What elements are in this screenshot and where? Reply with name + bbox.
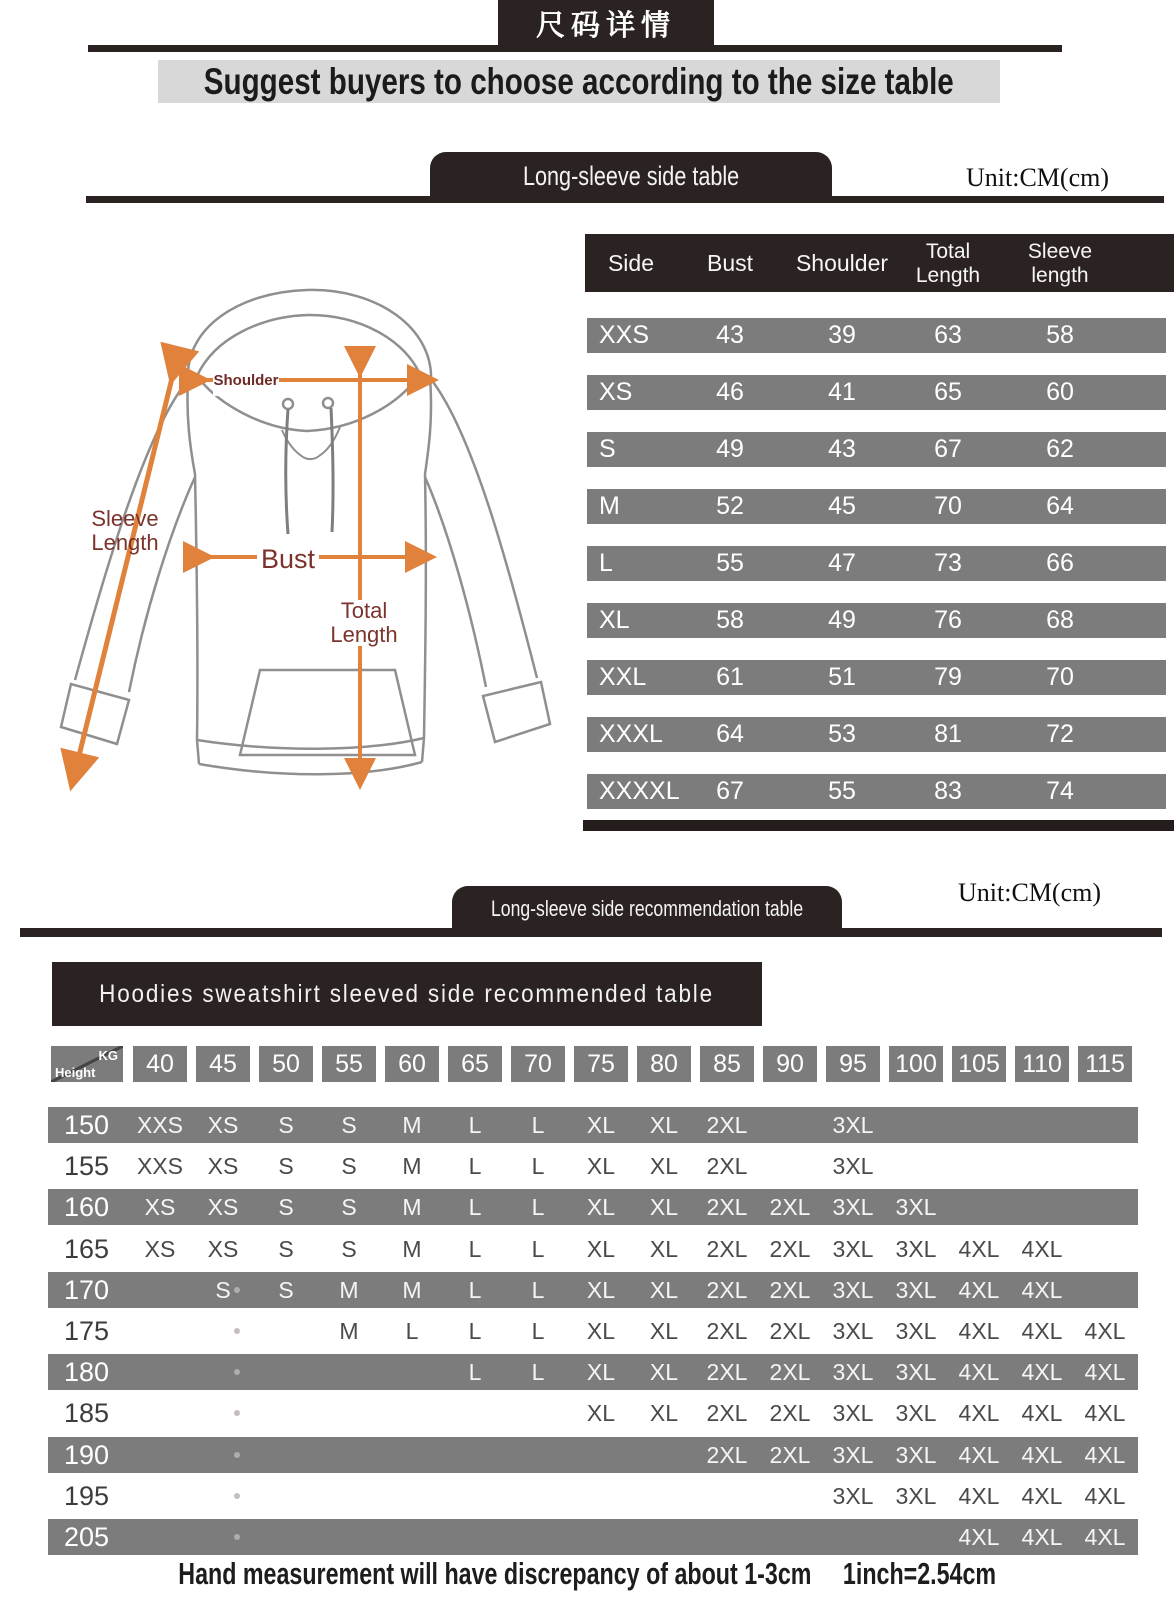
size-row-XL <box>587 603 1166 638</box>
rec-height-label: 180 <box>64 1356 110 1387</box>
size-cell: 43 <box>828 435 856 463</box>
size-label: XXL <box>599 663 647 691</box>
rec-cell: XS <box>207 1152 239 1179</box>
rec-cell: XS <box>207 1111 239 1138</box>
rec-cell: 4XL <box>1021 1358 1063 1385</box>
size-label: XXXL <box>599 720 663 748</box>
rec-cell: XS <box>144 1235 176 1262</box>
speck-dot <box>234 1410 240 1416</box>
rec-cell: 3XL <box>895 1317 937 1344</box>
rec-cell: S <box>341 1111 357 1138</box>
rec-cell: 4XL <box>958 1317 1000 1344</box>
rec-cell: L <box>468 1111 482 1138</box>
rec-cell: 3XL <box>832 1482 874 1509</box>
rec-cell: 2XL <box>769 1317 811 1344</box>
size-cell: 70 <box>1046 663 1074 691</box>
rec-cell: 3XL <box>832 1193 874 1220</box>
recommendation-tab-label: Long-sleeve side recommendation table <box>490 896 804 921</box>
rec-cell: L <box>468 1317 482 1344</box>
page-title-cn: 尺码详情 <box>535 9 676 42</box>
rec-height-label: 190 <box>64 1439 110 1470</box>
size-cell: 58 <box>716 606 744 634</box>
size-cell: 46 <box>716 378 744 406</box>
size-cell: 51 <box>828 663 856 691</box>
rec-cell: 4XL <box>1084 1523 1126 1550</box>
rec-cell: 4XL <box>958 1482 1000 1509</box>
rec-cell: M <box>339 1276 359 1303</box>
rec-height-label: 170 <box>64 1274 110 1305</box>
size-row-XXL <box>587 660 1166 695</box>
rec-cell: L <box>468 1235 482 1262</box>
height-kg-corner-cell <box>51 1046 123 1082</box>
size-table-tab-label: Long-sleeve side table <box>522 160 740 191</box>
size-label: L <box>599 549 613 577</box>
rec-cell: M <box>402 1235 422 1262</box>
size-cell: 67 <box>716 777 744 805</box>
rec-cell: L <box>405 1317 419 1344</box>
size-row-XXS <box>587 318 1166 353</box>
weight-col-header: 65 <box>448 1046 502 1082</box>
rec-cell: XL <box>649 1235 679 1262</box>
rec-cell: S <box>278 1152 294 1179</box>
rec-cell: XL <box>586 1152 616 1179</box>
rec-cell: M <box>402 1111 422 1138</box>
rec-cell: 3XL <box>895 1441 937 1468</box>
rec-cell: M <box>402 1276 422 1303</box>
size-row-L <box>587 546 1166 581</box>
rec-cell: 3XL <box>832 1152 874 1179</box>
rec-cell: L <box>531 1276 545 1303</box>
size-col-header: Side <box>607 250 655 276</box>
rec-cell: 2XL <box>706 1399 748 1426</box>
speck-dot <box>234 1287 240 1293</box>
divider-line-size-table <box>86 196 1164 203</box>
sleeve-length-label-line1: Sleeve <box>91 506 159 531</box>
size-label: XXXXL <box>599 777 680 805</box>
weight-col-header: 45 <box>196 1046 250 1082</box>
size-cell: 49 <box>828 606 856 634</box>
rec-cell: XL <box>649 1358 679 1385</box>
size-cell: 61 <box>716 663 744 691</box>
size-row-XS <box>587 375 1166 410</box>
rec-height-label: 205 <box>64 1521 110 1552</box>
rec-cell: 4XL <box>1021 1482 1063 1509</box>
size-label: XL <box>599 606 630 634</box>
weight-col-header: 50 <box>259 1046 313 1082</box>
rec-cell: 2XL <box>706 1111 748 1138</box>
rec-cell: 2XL <box>769 1441 811 1468</box>
rec-cell: XL <box>586 1276 616 1303</box>
rec-height-label: 150 <box>64 1109 110 1140</box>
size-cell: 52 <box>716 492 744 520</box>
rec-height-label: 160 <box>64 1191 110 1222</box>
size-label: S <box>599 435 616 463</box>
rec-cell: 2XL <box>706 1441 748 1468</box>
size-cell: 41 <box>828 378 856 406</box>
rec-cell: XL <box>586 1358 616 1385</box>
weight-col-header: 85 <box>700 1046 754 1082</box>
size-label: XXS <box>599 321 650 349</box>
rec-cell: 2XL <box>706 1276 748 1303</box>
rec-cell: S <box>278 1235 294 1262</box>
page-title-box <box>498 0 714 46</box>
rec-cell: S <box>278 1111 294 1138</box>
size-table-header <box>585 234 1174 292</box>
weight-col-header: 105 <box>952 1046 1006 1082</box>
recommendation-title: Hoodies sweatshirt sleeved side recommended table <box>99 979 715 1008</box>
rec-height-label: 185 <box>64 1397 110 1428</box>
rec-cell: 4XL <box>958 1523 1000 1550</box>
weight-col-header: 75 <box>574 1046 628 1082</box>
rec-cell: L <box>531 1152 545 1179</box>
rec-cell: XL <box>649 1317 679 1344</box>
rec-cell: 2XL <box>706 1317 748 1344</box>
size-cell: 66 <box>1046 549 1074 577</box>
footer-note <box>0 1556 1174 1592</box>
size-row-M <box>587 489 1166 524</box>
rec-cell: L <box>468 1276 482 1303</box>
rec-cell: XL <box>586 1399 616 1426</box>
rec-cell: 3XL <box>832 1111 874 1138</box>
weight-col-header: 70 <box>511 1046 565 1082</box>
rec-cell: 4XL <box>1021 1399 1063 1426</box>
rec-cell: XL <box>649 1276 679 1303</box>
rec-cell: 4XL <box>1021 1523 1063 1550</box>
size-col-header: Shoulder <box>795 250 889 276</box>
speck-dot <box>234 1369 240 1375</box>
size-cell: 65 <box>934 378 962 406</box>
footer-note-text: Hand measurement will have discrepancy of about 1-3cm <box>178 1556 812 1591</box>
rec-cell: 3XL <box>832 1235 874 1262</box>
footer-conversion-text: 1inch=2.54cm <box>842 1556 996 1591</box>
rec-cell: 3XL <box>832 1276 874 1303</box>
total-length-label-line1: Total <box>340 598 388 623</box>
rec-cell: XL <box>586 1317 616 1344</box>
size-cell: 76 <box>934 606 962 634</box>
rec-cell: L <box>531 1111 545 1138</box>
rec-cell: 2XL <box>706 1152 748 1179</box>
rec-height-label: 195 <box>64 1480 110 1511</box>
hoodie-diagram <box>45 282 565 807</box>
rec-cell: 3XL <box>895 1482 937 1509</box>
speck-dot <box>234 1328 240 1334</box>
size-cell: 70 <box>934 492 962 520</box>
rec-cell: 4XL <box>958 1399 1000 1426</box>
rec-cell: XL <box>649 1111 679 1138</box>
size-cell: 47 <box>828 549 856 577</box>
rec-cell: XL <box>586 1235 616 1262</box>
size-cell: 64 <box>716 720 744 748</box>
rec-cell: XL <box>649 1399 679 1426</box>
rec-cell: 4XL <box>1021 1276 1063 1303</box>
rec-cell: XS <box>144 1193 176 1220</box>
rec-cell: 3XL <box>832 1317 874 1344</box>
size-cell: 53 <box>828 720 856 748</box>
size-col-header: Total Length <box>915 240 981 288</box>
rec-cell: S <box>215 1276 231 1303</box>
rec-cell: 4XL <box>1084 1482 1126 1509</box>
weight-col-header: 95 <box>826 1046 880 1082</box>
rec-cell: 3XL <box>832 1441 874 1468</box>
weight-col-header: 60 <box>385 1046 439 1082</box>
sleeve-length-label-line2: Length <box>91 530 159 555</box>
rec-cell: 4XL <box>1084 1441 1126 1468</box>
size-col-header: Bust <box>706 250 754 276</box>
size-table-bottom-border <box>583 820 1174 831</box>
size-cell: 62 <box>1046 435 1074 463</box>
size-cell: 74 <box>1046 777 1074 805</box>
rec-cell: XL <box>586 1111 616 1138</box>
size-row-XXXL <box>587 717 1166 752</box>
size-cell: 49 <box>716 435 744 463</box>
size-cell: 55 <box>716 549 744 577</box>
rec-cell: XXS <box>136 1152 184 1179</box>
rec-cell: M <box>402 1193 422 1220</box>
rec-cell: XS <box>207 1235 239 1262</box>
subtitle-bar <box>158 60 1000 103</box>
rec-cell: 2XL <box>769 1399 811 1426</box>
rec-cell: 3XL <box>895 1193 937 1220</box>
recommendation-tab <box>452 886 842 932</box>
size-cell: 73 <box>934 549 962 577</box>
size-cell: 83 <box>934 777 962 805</box>
weight-col-header: 90 <box>763 1046 817 1082</box>
size-cell: 79 <box>934 663 962 691</box>
rec-cell: S <box>278 1276 294 1303</box>
rec-cell: S <box>341 1152 357 1179</box>
rec-cell: 4XL <box>958 1276 1000 1303</box>
size-table-tab <box>430 152 832 200</box>
weight-col-header: 115 <box>1078 1046 1132 1082</box>
rec-cell: 2XL <box>706 1193 748 1220</box>
rec-cell: L <box>531 1193 545 1220</box>
divider-line-top <box>88 45 1062 52</box>
speck-dot <box>234 1452 240 1458</box>
rec-cell: 3XL <box>895 1235 937 1262</box>
rec-cell: S <box>278 1193 294 1220</box>
weight-col-header: 100 <box>889 1046 943 1082</box>
rec-cell: 2XL <box>706 1358 748 1385</box>
size-cell: 68 <box>1046 606 1074 634</box>
bust-label: Bust <box>260 544 316 574</box>
size-label: XS <box>599 378 633 406</box>
rec-height-label: 155 <box>64 1150 110 1181</box>
rec-cell: 4XL <box>958 1235 1000 1262</box>
rec-cell: 2XL <box>769 1358 811 1385</box>
size-col-header: Sleeve length <box>1027 240 1093 288</box>
rec-cell: L <box>531 1317 545 1344</box>
rec-cell: 2XL <box>769 1193 811 1220</box>
size-cell: 64 <box>1046 492 1074 520</box>
size-cell: 58 <box>1046 321 1074 349</box>
rec-cell: L <box>531 1358 545 1385</box>
rec-cell: 3XL <box>832 1358 874 1385</box>
rec-cell: XL <box>649 1193 679 1220</box>
rec-cell: 4XL <box>958 1358 1000 1385</box>
rec-cell: S <box>341 1235 357 1262</box>
corner-kg-label: KG <box>98 1048 118 1063</box>
recommendation-title-box <box>52 962 762 1026</box>
rec-cell: L <box>468 1152 482 1179</box>
rec-cell: 4XL <box>1021 1235 1063 1262</box>
rec-cell: 2XL <box>706 1235 748 1262</box>
rec-cell: 2XL <box>769 1276 811 1303</box>
size-cell: 63 <box>934 321 962 349</box>
rec-cell: XXS <box>136 1111 184 1138</box>
total-length-label-line2: Length <box>330 622 398 647</box>
weight-col-header: 110 <box>1015 1046 1069 1082</box>
speck-dot <box>234 1493 240 1499</box>
size-row-XXXXL <box>587 774 1166 809</box>
size-cell: 45 <box>828 492 856 520</box>
subtitle-text: Suggest buyers to choose according to the size table <box>203 60 955 102</box>
rec-cell: M <box>402 1152 422 1179</box>
rec-cell: XL <box>586 1193 616 1220</box>
rec-cell: L <box>468 1358 482 1385</box>
rec-cell: XS <box>207 1193 239 1220</box>
size-row-S <box>587 432 1166 467</box>
divider-line-recommendation <box>20 928 1162 937</box>
rec-cell: 4XL <box>1084 1399 1126 1426</box>
size-cell: 43 <box>716 321 744 349</box>
rec-height-label: 175 <box>64 1315 110 1346</box>
rec-cell: 3XL <box>895 1276 937 1303</box>
rec-cell: 2XL <box>769 1235 811 1262</box>
size-cell: 81 <box>934 720 962 748</box>
rec-cell: 4XL <box>958 1441 1000 1468</box>
rec-cell: 4XL <box>1021 1317 1063 1344</box>
speck-dot <box>234 1534 240 1540</box>
shoulder-label: Shoulder <box>213 372 279 389</box>
size-cell: 55 <box>828 777 856 805</box>
rec-height-label: 165 <box>64 1233 110 1264</box>
rec-cell: 4XL <box>1084 1358 1126 1385</box>
rec-cell: M <box>339 1317 359 1344</box>
rec-cell: S <box>341 1193 357 1220</box>
corner-height-label: Height <box>55 1065 96 1080</box>
size-cell: 67 <box>934 435 962 463</box>
measure-labels <box>91 362 397 647</box>
weight-col-header: 80 <box>637 1046 691 1082</box>
rec-cell: 4XL <box>1021 1441 1063 1468</box>
rec-cell: L <box>531 1235 545 1262</box>
rec-cell: 3XL <box>895 1399 937 1426</box>
weight-col-header: 40 <box>133 1046 187 1082</box>
recommendation-unit: Unit:CM(cm) <box>958 878 1101 907</box>
rec-cell: XL <box>649 1152 679 1179</box>
rec-cell: L <box>468 1193 482 1220</box>
rec-cell: 3XL <box>895 1358 937 1385</box>
size-cell: 39 <box>828 321 856 349</box>
size-label: M <box>599 492 620 520</box>
size-cell: 60 <box>1046 378 1074 406</box>
size-cell: 72 <box>1046 720 1074 748</box>
weight-col-header: 55 <box>322 1046 376 1082</box>
size-table-unit: Unit:CM(cm) <box>966 163 1109 192</box>
rec-cell: 3XL <box>832 1399 874 1426</box>
rec-cell: 4XL <box>1084 1317 1126 1344</box>
